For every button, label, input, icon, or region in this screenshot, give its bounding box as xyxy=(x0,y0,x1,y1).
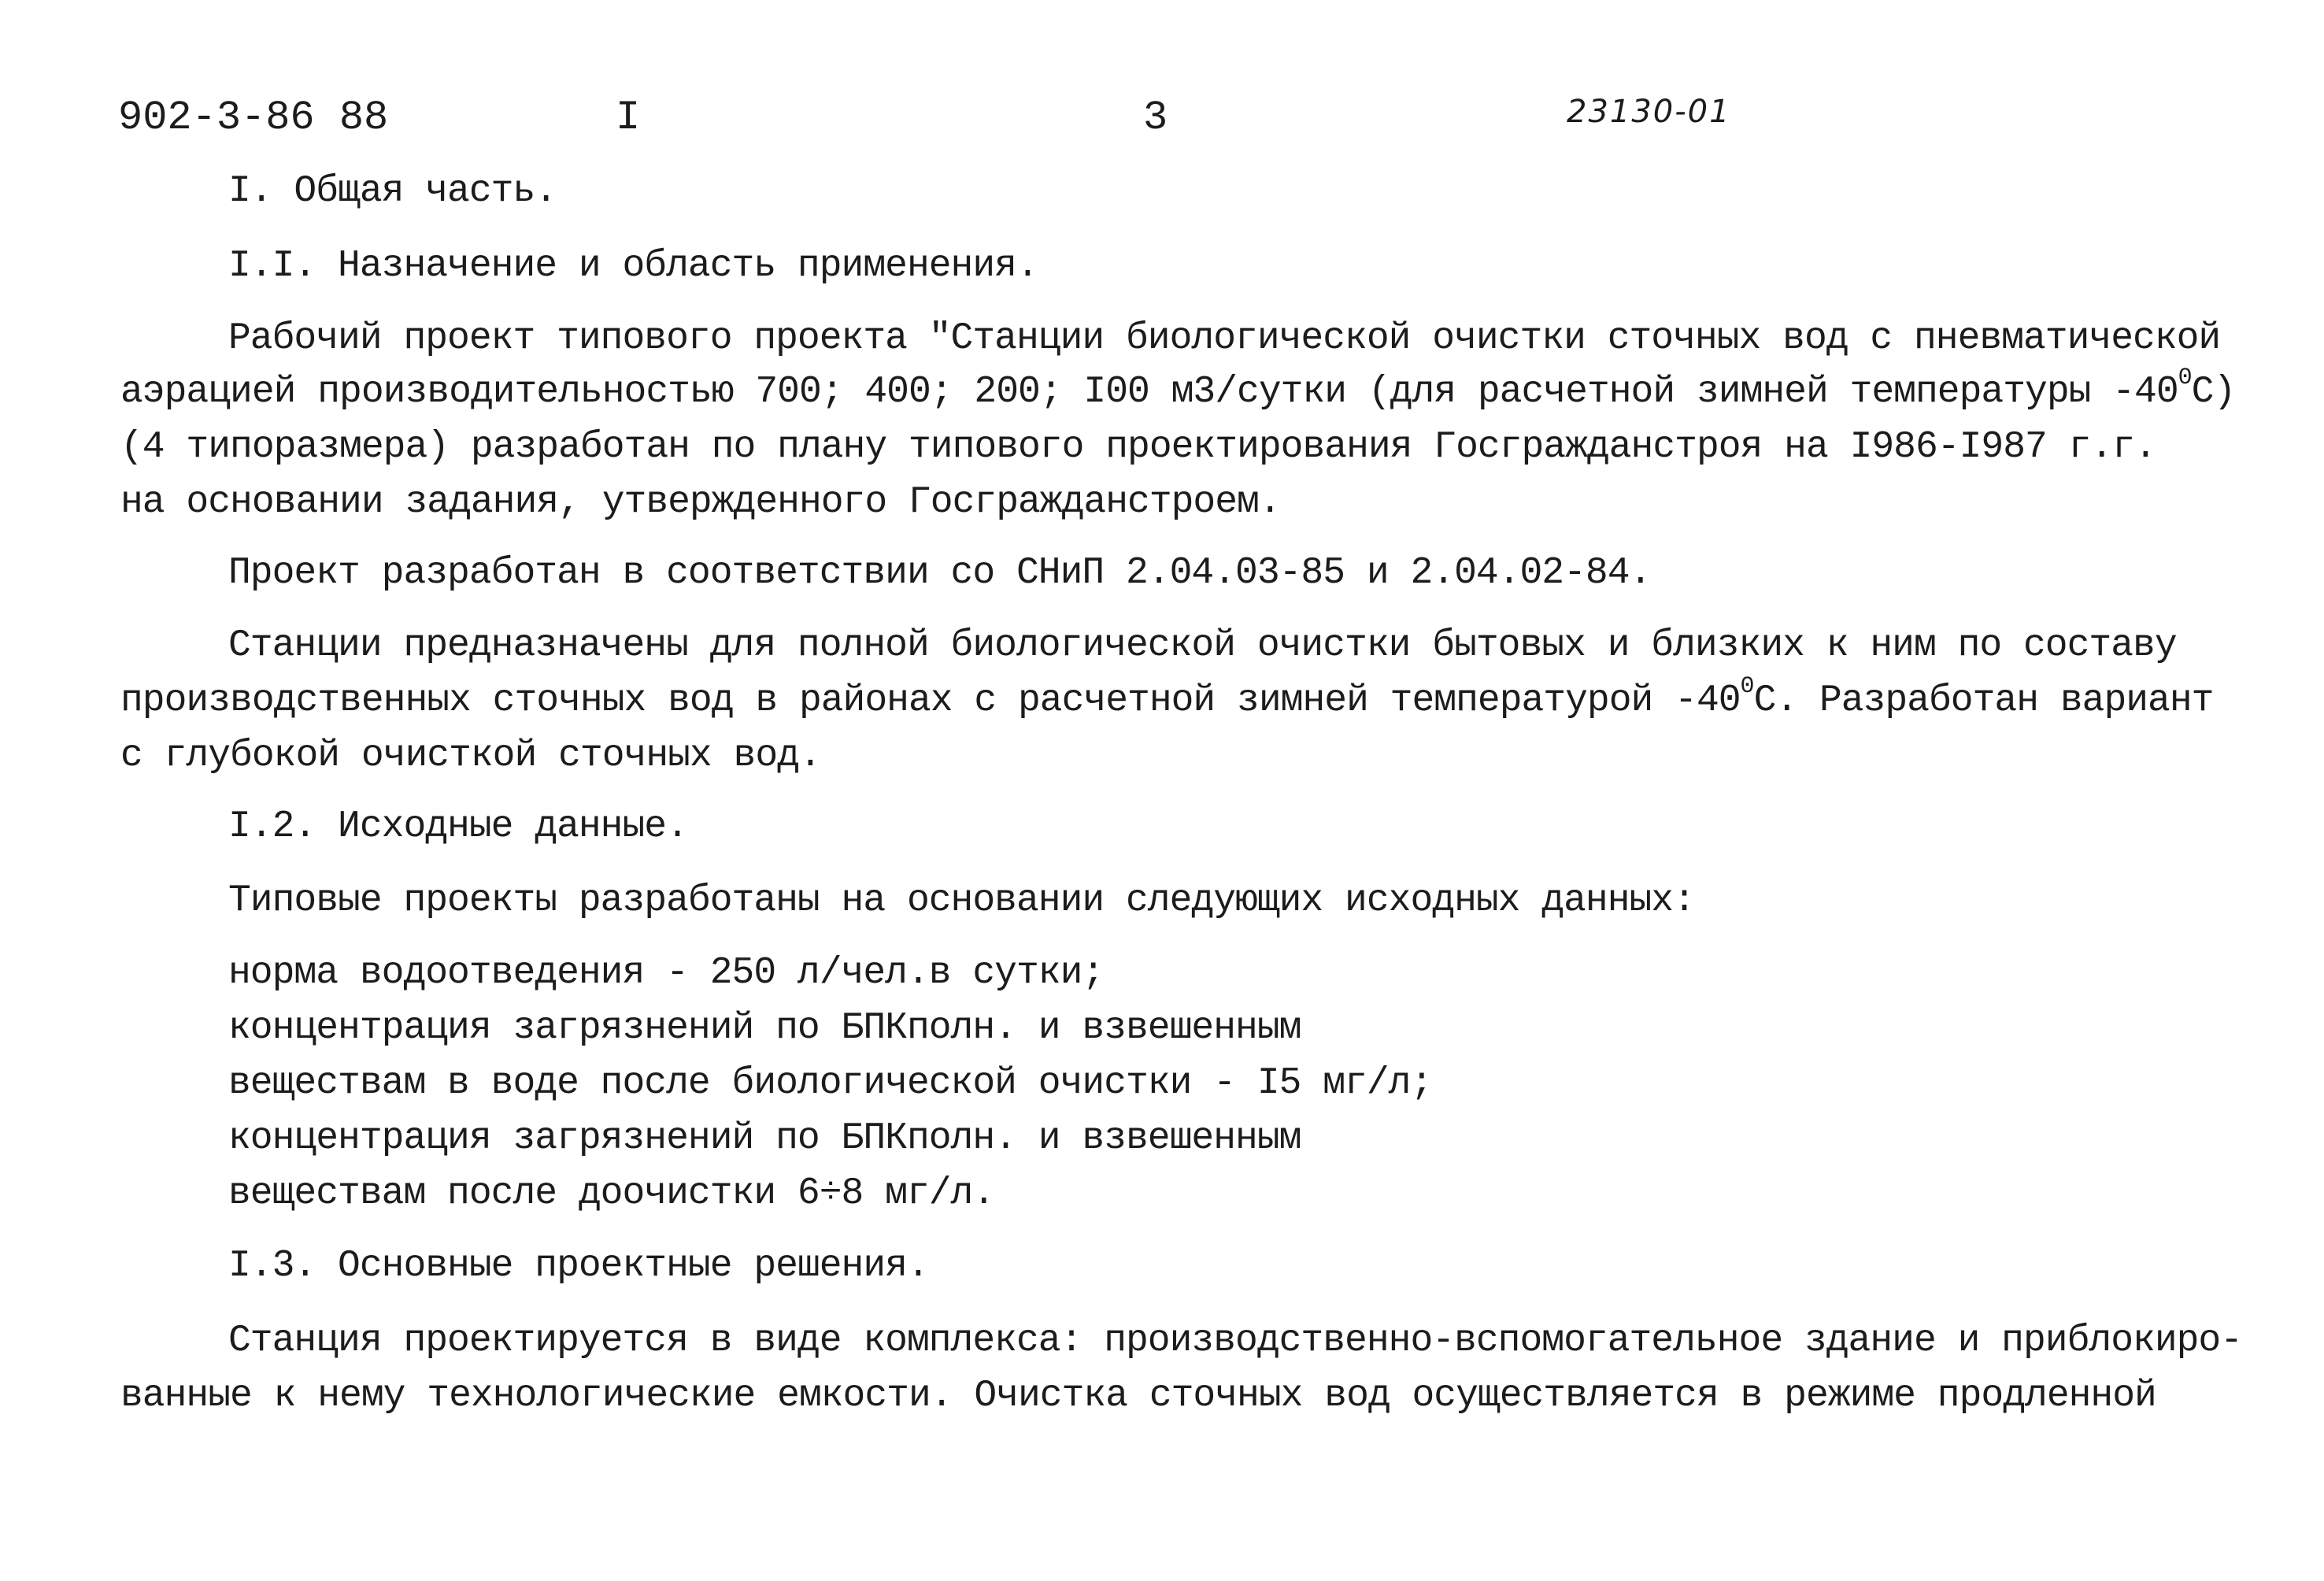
para3-line1: Станции предназначены для полной биологической очистки бытовых и близких к ним по составу xyxy=(228,624,2177,667)
para3-line2-end: С. Разработан вариант xyxy=(1753,679,2214,722)
data-list-item: норма водоотведения - 250 л/чел.в сутки; xyxy=(228,952,1105,994)
data-list-item: концентрация загрязнений по БПКполн. и взвешенным xyxy=(228,1007,1301,1050)
para1-line4: на основании задания, утвержденного Госгражданстроем. xyxy=(120,481,1281,524)
para3-line2-text: производственных сточных вод в районах с расчетной зимней температурой -40 xyxy=(120,679,1741,722)
para3-line2 xyxy=(120,673,2214,723)
para5-line1: Станция проектируется в виде комплекса: производственно-вспомогательное здание и приблокиро- xyxy=(228,1320,2243,1362)
data-list-item: веществам в воде после биологической очистки - I5 мг/л; xyxy=(228,1062,1433,1105)
para1-line3: (4 типоразмера) разработан по плану типового проектирования Госгражданстроя на I986-I987 г.г. xyxy=(120,426,2156,468)
inventory-number: 23130-01 xyxy=(1567,94,1731,130)
doc-code: 902-3-86 88 xyxy=(118,94,389,141)
degree-sup: 0 xyxy=(2178,365,2192,391)
para3-line3: с глубокой очисткой сточных вод. xyxy=(120,735,821,777)
data-list-item: концентрация загрязнений по БПКполн. и взвешенным xyxy=(228,1117,1301,1160)
para1-line2 xyxy=(120,365,2236,414)
album-number: I xyxy=(616,94,641,141)
data-list-item: веществам после доочистки 6÷8 мг/л. xyxy=(228,1172,995,1215)
para1-line2-text: аэрацией производительностью 700; 400; 200; I00 м3/сутки (для расчетной зимней температуры -40 xyxy=(120,371,2178,413)
page-number: 3 xyxy=(1143,94,1168,141)
section-1-1-title: I.I. Назначение и область применения. xyxy=(228,245,1038,287)
para4-line1: Типовые проекты разработаны на основании следующих исходных данных: xyxy=(228,879,1695,922)
para1-line1: Рабочий проект типового проекта "Станции биологической очистки сточных вод с пневматической xyxy=(228,317,2221,360)
para2-line1: Проект разработан в соответствии со СНиП 2.04.03-85 и 2.04.02-84. xyxy=(228,552,1652,594)
section-1-2-title: I.2. Исходные данные. xyxy=(228,805,688,848)
section-1-title: I. Общая часть. xyxy=(228,170,557,213)
degree-sup: 0 xyxy=(1740,673,1754,700)
section-1-3-title: I.3. Основные проектные решения. xyxy=(228,1245,929,1287)
para1-line2-end: С) xyxy=(2191,371,2236,413)
para5-line2: ванные к нему технологические емкости. Очистка сточных вод осуществляется в режиме продленной xyxy=(120,1375,2156,1417)
